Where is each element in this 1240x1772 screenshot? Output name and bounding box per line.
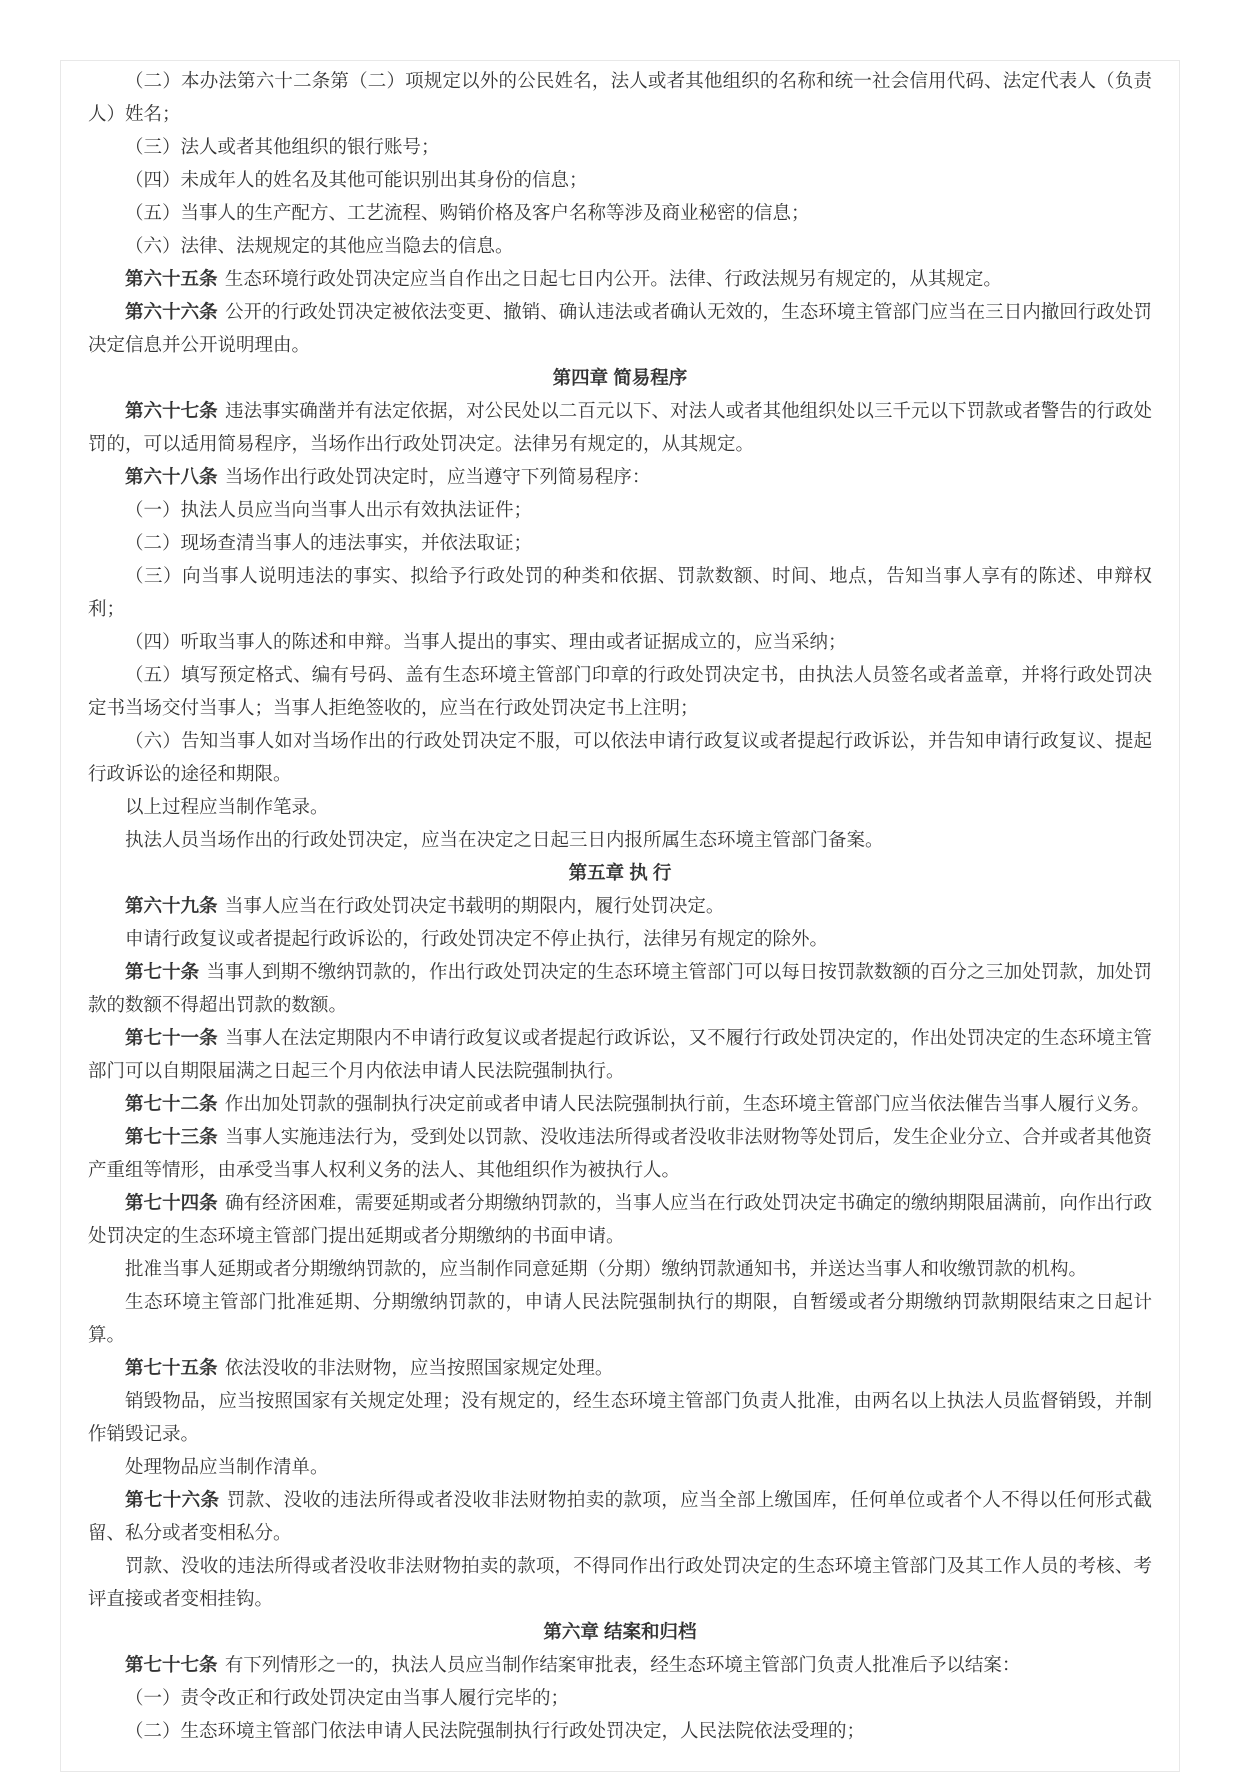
article-paragraph <box>88 1087 1152 1120</box>
article-number: 第七十条 <box>125 961 200 982</box>
body-paragraph: 以上过程应当制作笔录。 <box>125 796 329 817</box>
body-paragraph: （五）当事人的生产配方、工艺流程、购销价格及客户名称等涉及商业秘密的信息； <box>125 202 810 223</box>
article-paragraph <box>88 1483 1152 1549</box>
body-paragraph: （六）告知当事人如对当场作出的行政处罚决定不服，可以依法申请行政复议或者提起行政诉讼，并告知申请行政复议、提起行政诉讼的途径和期限。 <box>88 730 1152 784</box>
body-paragraph: 生态环境主管部门批准延期、分期缴纳罚款的，申请人民法院强制执行的期限，自暂缓或者分期缴纳罚款期限结束之日起计算。 <box>88 1291 1152 1345</box>
article-paragraph <box>88 889 1152 922</box>
body-paragraph: 罚款、没收的违法所得或者没收非法财物拍卖的款项，不得同作出行政处罚决定的生态环境主管部门及其工作人员的考核、考评直接或者变相挂钩。 <box>88 1555 1152 1609</box>
article-number: 第七十四条 <box>125 1192 218 1213</box>
article-paragraph <box>88 295 1152 361</box>
paragraph-text: 罚款、没收的违法所得或者没收非法财物拍卖的款项，应当全部上缴国库，任何单位或者个人不得以任何形式截留、私分或者变相私分。 <box>88 1489 1152 1543</box>
body-paragraph: 执法人员当场作出的行政处罚决定，应当在决定之日起三日内报所属生态环境主管部门备案。 <box>125 829 884 850</box>
article-number: 第七十五条 <box>125 1357 218 1378</box>
paragraph-text: 当事人在法定期限内不申请行政复议或者提起行政诉讼，又不履行行政处罚决定的，作出处罚决定的生态环境主管部门可以自期限届满之日起三个月内依法申请人民法院强制执行。 <box>88 1027 1152 1081</box>
body-paragraph: 批准当事人延期或者分期缴纳罚款的，应当制作同意延期（分期）缴纳罚款通知书，并送达当事人和收缴罚款的机构。 <box>125 1258 1088 1279</box>
body-paragraph: （一）执法人员应当向当事人出示有效执法证件； <box>125 499 533 520</box>
body-paragraph: 处理物品应当制作清单。 <box>125 1456 329 1477</box>
article-paragraph <box>88 1648 1152 1681</box>
article-paragraph <box>88 1021 1152 1087</box>
body-paragraph: （一）责令改正和行政处罚决定由当事人履行完毕的； <box>125 1687 570 1708</box>
paragraph-text: 作出加处罚款的强制执行决定前或者申请人民法院强制执行前，生态环境主管部门应当依法催告当事人履行义务。 <box>224 1093 1150 1114</box>
article-number: 第七十二条 <box>125 1093 218 1114</box>
chapter-heading: 第五章 执 行 <box>568 862 672 883</box>
body-paragraph: （三）法人或者其他组织的银行账号； <box>125 136 440 157</box>
article-paragraph <box>88 460 1152 493</box>
article-number: 第六十九条 <box>125 895 218 916</box>
body-paragraph: （二）本办法第六十二条第（二）项规定以外的公民姓名，法人或者其他组织的名称和统一社会信用代码、法定代表人（负责人）姓名； <box>88 70 1152 124</box>
chapter-heading: 第四章 简易程序 <box>552 367 688 388</box>
article-number: 第六十五条 <box>125 268 218 289</box>
article-paragraph <box>88 1186 1152 1252</box>
paragraph-text: 确有经济困难，需要延期或者分期缴纳罚款的，当事人应当在行政处罚决定书确定的缴纳期限届满前，向作出行政处罚决定的生态环境主管部门提出延期或者分期缴纳的书面申请。 <box>88 1192 1152 1246</box>
article-number: 第六十六条 <box>125 301 218 322</box>
body-paragraph: 销毁物品，应当按照国家有关规定处理；没有规定的，经生态环境主管部门负责人批准，由两名以上执法人员监督销毁，并制作销毁记录。 <box>88 1390 1152 1444</box>
article-paragraph <box>88 262 1152 295</box>
paragraph-text: 依法没收的非法财物，应当按照国家规定处理。 <box>224 1357 614 1378</box>
article-paragraph <box>88 394 1152 460</box>
article-number: 第六十七条 <box>125 400 218 421</box>
body-paragraph: （二）生态环境主管部门依法申请人民法院强制执行行政处罚决定，人民法院依法受理的； <box>125 1720 866 1741</box>
article-paragraph <box>88 955 1152 1021</box>
body-paragraph: 申请行政复议或者提起行政诉讼的，行政处罚决定不停止执行，法律另有规定的除外。 <box>125 928 829 949</box>
article-paragraph <box>88 1120 1152 1186</box>
article-paragraph <box>88 1351 1152 1384</box>
body-paragraph: （四）未成年人的姓名及其他可能识别出其身份的信息； <box>125 169 588 190</box>
body-paragraph: （二）现场查清当事人的违法事实，并依法取证； <box>125 532 533 553</box>
paragraph-text: 当事人到期不缴纳罚款的，作出行政处罚决定的生态环境主管部门可以每日按罚款数额的百分之三加处罚款，加处罚款的数额不得超出罚款的数额。 <box>88 961 1152 1015</box>
paragraph-text: 生态环境行政处罚决定应当自作出之日起七日内公开。法律、行政法规另有规定的，从其规定。 <box>224 268 1002 289</box>
chapter-heading: 第六章 结案和归档 <box>543 1621 697 1642</box>
paragraph-text: 有下列情形之一的，执法人员应当制作结案审批表，经生态环境主管部门负责人批准后予以结案： <box>224 1654 1021 1675</box>
paragraph-text: 违法事实确凿并有法定依据，对公民处以二百元以下、对法人或者其他组织处以三千元以下罚款或者警告的行政处罚的，可以适用简易程序，当场作出行政处罚决定。法律另有规定的，从其规定。 <box>88 400 1152 454</box>
body-paragraph: （六）法律、法规规定的其他应当隐去的信息。 <box>125 235 514 256</box>
paragraph-text: 公开的行政处罚决定被依法变更、撤销、确认违法或者确认无效的，生态环境主管部门应当在三日内撤回行政处罚决定信息并公开说明理由。 <box>88 301 1152 355</box>
article-number: 第七十一条 <box>125 1027 218 1048</box>
article-number: 第七十七条 <box>125 1654 218 1675</box>
paragraph-text: 当场作出行政处罚决定时，应当遵守下列简易程序： <box>224 466 651 487</box>
article-number: 第六十八条 <box>125 466 218 487</box>
article-number: 第七十三条 <box>125 1126 218 1147</box>
body-paragraph: （三）向当事人说明违法的事实、拟给予行政处罚的种类和依据、罚款数额、时间、地点，告知当事人享有的陈述、申辩权利； <box>88 565 1152 619</box>
article-number: 第七十六条 <box>125 1489 220 1510</box>
document-page <box>60 60 1180 1772</box>
paragraph-text: 当事人应当在行政处罚决定书载明的期限内，履行处罚决定。 <box>224 895 725 916</box>
paragraph-text: 当事人实施违法行为，受到处以罚款、没收违法所得或者没收非法财物等处罚后，发生企业分立、合并或者其他资产重组等情形，由承受当事人权利义务的法人、其他组织作为被执行人。 <box>88 1126 1152 1180</box>
body-paragraph: （四）听取当事人的陈述和申辩。当事人提出的事实、理由或者证据成立的，应当采纳； <box>125 631 847 652</box>
body-paragraph: （五）填写预定格式、编有号码、盖有生态环境主管部门印章的行政处罚决定书，由执法人员签名或者盖章，并将行政处罚决定书当场交付当事人；当事人拒绝签收的，应当在行政处罚决定书上注明； <box>88 664 1152 718</box>
